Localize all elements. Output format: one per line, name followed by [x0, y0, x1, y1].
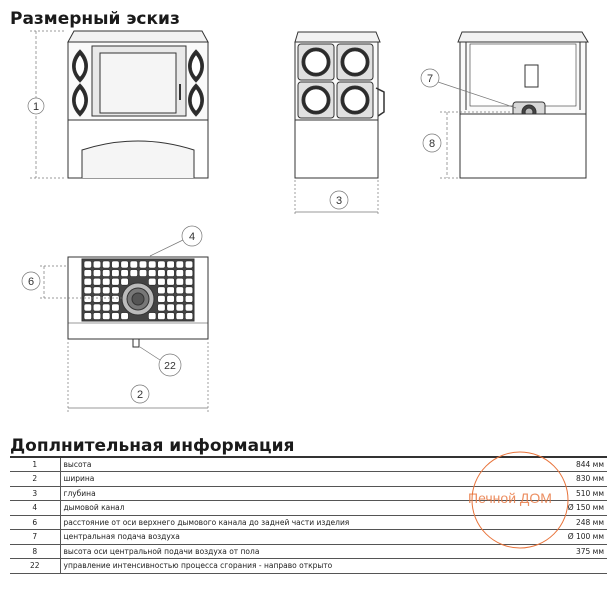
tile-cell: [121, 261, 129, 268]
tile-cell: [167, 287, 175, 294]
tile-cell: [102, 278, 110, 285]
tile-cell: [158, 304, 166, 311]
tile-cell: [158, 278, 166, 285]
tile-cell: [167, 304, 175, 311]
top-view: [68, 257, 208, 347]
tile-cell: [93, 278, 101, 285]
tile-cell: [176, 287, 184, 294]
tile-cell: [84, 287, 92, 294]
tile-cell: [158, 313, 166, 320]
tile-cell: [148, 313, 156, 320]
tile-cell: [102, 295, 110, 302]
tile-cell: [112, 313, 120, 320]
tile-cell: [158, 295, 166, 302]
tile-cell: [176, 295, 184, 302]
tile-cell: [158, 270, 166, 277]
tile-cell: [112, 287, 120, 294]
tile-cell: [102, 287, 110, 294]
side-view: [295, 32, 384, 178]
spec-label: дымовой канал: [60, 501, 527, 516]
spec-value: [527, 559, 607, 574]
tile-cell: [130, 261, 138, 268]
tile-cell: [84, 295, 92, 302]
rear-view: [458, 32, 588, 178]
tile-cell: [112, 270, 120, 277]
spec-label: расстояние от оси верхнего дымового канала до задней части изделия: [60, 515, 527, 530]
tile-cell: [84, 313, 92, 320]
tile-cell: [176, 261, 184, 268]
spec-number: 6: [10, 515, 60, 530]
tile-cell: [102, 270, 110, 277]
tile-cell: [102, 313, 110, 320]
callout-2: 2: [136, 389, 144, 401]
tile-cell: [121, 270, 129, 277]
info-title: Доплнительная информация: [10, 436, 295, 456]
tile-cell: [176, 270, 184, 277]
tile-cell: [176, 278, 184, 285]
spec-row: [10, 559, 607, 574]
tile-cell: [167, 278, 175, 285]
tile-cell: [84, 270, 92, 277]
callout-4: 4: [188, 231, 196, 243]
callout-8: 8: [428, 138, 436, 150]
spec-number: 3: [10, 486, 60, 501]
tile-cell: [185, 278, 193, 285]
tile-cell: [158, 261, 166, 268]
callout-6: 6: [27, 276, 35, 288]
sketch-title: Размерный эскиз: [10, 9, 180, 29]
callout-1: 1: [32, 101, 40, 113]
tile-cell: [102, 261, 110, 268]
spec-label: высота: [60, 457, 527, 472]
tile-cell: [93, 295, 101, 302]
spec-value: 830 мм: [527, 472, 607, 487]
spec-value: Ø 150 мм: [527, 501, 607, 516]
tile-cell: [84, 261, 92, 268]
tile-cell: [93, 304, 101, 311]
tile-cell: [185, 304, 193, 311]
spec-label: глубина: [60, 486, 527, 501]
tile-cell: [185, 295, 193, 302]
tile-cell: [93, 313, 101, 320]
tile-cell: [158, 287, 166, 294]
callout-3: 3: [335, 195, 343, 207]
watermark-text: Печной ДОМ: [468, 490, 552, 506]
spec-number: 2: [10, 472, 60, 487]
tile-cell: [176, 313, 184, 320]
tile-cell: [102, 304, 110, 311]
tile-cell: [185, 270, 193, 277]
tile-cell: [148, 278, 156, 285]
tile-cell: [185, 287, 193, 294]
spec-value: 375 мм: [527, 544, 607, 559]
spec-number: 22: [10, 559, 60, 574]
tile-cell: [84, 278, 92, 285]
tile-cell: [93, 287, 101, 294]
tile-cell: [112, 304, 120, 311]
tile-cell: [167, 261, 175, 268]
spec-label: ширина: [60, 472, 527, 487]
spec-number: 7: [10, 530, 60, 545]
spec-number: 1: [10, 457, 60, 472]
tile-cell: [112, 261, 120, 268]
spec-number: 8: [10, 544, 60, 559]
tile-cell: [148, 270, 156, 277]
spec-number: 4: [10, 501, 60, 516]
tile-cell: [167, 295, 175, 302]
tile-cell: [112, 295, 120, 302]
tile-cell: [84, 304, 92, 311]
tile-cell: [176, 304, 184, 311]
spec-value: 844 мм: [527, 457, 607, 472]
tile-cell: [139, 261, 147, 268]
spec-value: 510 мм: [527, 486, 607, 501]
brand-watermark: [460, 448, 610, 558]
tile-cell: [121, 278, 129, 285]
tile-cell: [112, 278, 120, 285]
tile-cell: [93, 261, 101, 268]
callout-7: 7: [426, 73, 434, 85]
tile-cell: [139, 270, 147, 277]
tile-cell: [148, 261, 156, 268]
tile-cell: [130, 270, 138, 277]
tile-cell: [185, 261, 193, 268]
spec-label: высота оси центральной подачи воздуха от пола: [60, 544, 527, 559]
tile-cell: [93, 270, 101, 277]
spec-value: Ø 100 мм: [527, 530, 607, 545]
tile-cell: [185, 313, 193, 320]
spec-value: 248 мм: [527, 515, 607, 530]
callout-22: 22: [164, 360, 176, 372]
spec-label: центральная подача воздуха: [60, 530, 527, 545]
tile-cell: [167, 313, 175, 320]
tile-cell: [121, 313, 129, 320]
tile-cell: [167, 270, 175, 277]
spec-label: управление интенсивностью процесса сгорания - направо открыто: [60, 559, 527, 574]
front-view: [68, 31, 208, 178]
